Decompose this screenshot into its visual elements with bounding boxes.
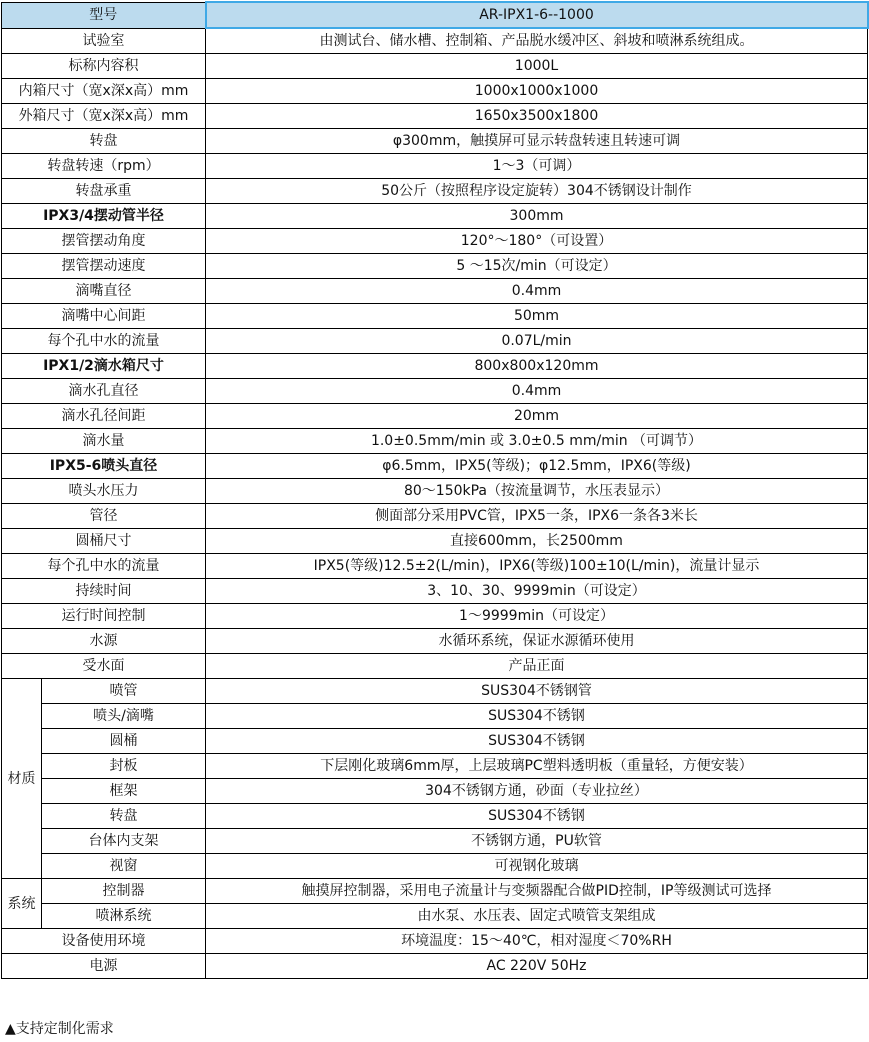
spec-value: 由测试台、储水槽、控制箱、产品脱水缓冲区、斜坡和喷淋系统组成。: [206, 28, 868, 54]
spec-value: φ300mm，触摸屏可显示转盘转速且转速可调: [206, 129, 868, 154]
spec-label: 喷淋系统: [42, 904, 206, 929]
table-row: [2, 354, 868, 379]
spec-label: 台体内支架: [42, 829, 206, 854]
spec-label: 喷头水压力: [2, 479, 206, 504]
table-row: [2, 204, 868, 229]
spec-value: 1650x3500x1800: [206, 104, 868, 129]
table-row: [2, 679, 868, 704]
table-row: [2, 704, 868, 729]
spec-label: 转盘转速（rpm）: [2, 154, 206, 179]
table-row: [2, 479, 868, 504]
spec-value: 1000L: [206, 54, 868, 79]
spec-label: 持续时间: [2, 579, 206, 604]
table-row: [2, 804, 868, 829]
spec-label: 型号: [2, 2, 206, 28]
table-row: [2, 129, 868, 154]
spec-label: 转盘: [42, 804, 206, 829]
table-row: [2, 729, 868, 754]
table-row: [2, 154, 868, 179]
spec-label: IPX3/4摆动管半径: [2, 204, 206, 229]
spec-value: 环境温度：15～40℃，相对湿度＜70%RH: [206, 929, 868, 954]
table-row: [2, 754, 868, 779]
table-row: [2, 854, 868, 879]
spec-value: 可视钢化玻璃: [206, 854, 868, 879]
group-label: 材质: [2, 679, 42, 879]
spec-label: 滴水量: [2, 429, 206, 454]
spec-value: 水循环系统，保证水源循环使用: [206, 629, 868, 654]
spec-value: 50mm: [206, 304, 868, 329]
table-row: [2, 329, 868, 354]
spec-value: 不锈钢方通，PU软管: [206, 829, 868, 854]
spec-value: 下层刚化玻璃6mm厚，上层玻璃PC塑料透明板（重量轻，方便安装）: [206, 754, 868, 779]
spec-label: 转盘: [2, 129, 206, 154]
spec-value: AC 220V 50Hz: [206, 954, 868, 979]
table-row: [2, 429, 868, 454]
table-row: [2, 28, 868, 54]
spec-label: 每个孔中水的流量: [2, 554, 206, 579]
table-row: [2, 79, 868, 104]
spec-label: 控制器: [42, 879, 206, 904]
spec-value: 1～9999min（可设定）: [206, 604, 868, 629]
spec-value: 304不锈钢方通，砂面（专业拉丝）: [206, 779, 868, 804]
spec-label: IPX5-6喷头直径: [2, 454, 206, 479]
table-row: [2, 604, 868, 629]
table-row: [2, 454, 868, 479]
table-row: [2, 529, 868, 554]
spec-value: 3、10、30、9999min（可设定）: [206, 579, 868, 604]
table-row: [2, 954, 868, 979]
spec-value: 120°～180°（可设置）: [206, 229, 868, 254]
spec-value: 1.0±0.5mm/min 或 3.0±0.5 mm/min （可调节）: [206, 429, 868, 454]
spec-value: SUS304不锈钢管: [206, 679, 868, 704]
spec-value: 1～3（可调）: [206, 154, 868, 179]
spec-label: 转盘承重: [2, 179, 206, 204]
spec-label: 滴水孔径间距: [2, 404, 206, 429]
spec-value: 800x800x120mm: [206, 354, 868, 379]
spec-value: 侧面部分采用PVC管，IPX5一条，IPX6一条各3米长: [206, 504, 868, 529]
table-row: [2, 2, 868, 28]
spec-label: 水源: [2, 629, 206, 654]
spec-label: 运行时间控制: [2, 604, 206, 629]
spec-label: 摆管摆动角度: [2, 229, 206, 254]
spec-value: 产品正面: [206, 654, 868, 679]
spec-label: 受水面: [2, 654, 206, 679]
spec-value: 0.4mm: [206, 379, 868, 404]
table-row: [2, 404, 868, 429]
spec-value: SUS304不锈钢: [206, 804, 868, 829]
table-row: [2, 229, 868, 254]
spec-label: 摆管摆动速度: [2, 254, 206, 279]
spec-label: 圆桶尺寸: [2, 529, 206, 554]
spec-label: 每个孔中水的流量: [2, 329, 206, 354]
table-row: [2, 54, 868, 79]
spec-value: 直接600mm，长2500mm: [206, 529, 868, 554]
spec-label: 喷管: [42, 679, 206, 704]
spec-label: 滴嘴中心间距: [2, 304, 206, 329]
spec-label: 设备使用环境: [2, 929, 206, 954]
spec-value: 50公斤（按照程序设定旋转）304不锈钢设计制作: [206, 179, 868, 204]
spec-value: 5 ～15次/min（可设定）: [206, 254, 868, 279]
spec-label: 内箱尺寸（宽x深x高）mm: [2, 79, 206, 104]
table-row: [2, 379, 868, 404]
table-row: [2, 629, 868, 654]
spec-value: AR-IPX1-6--1000: [206, 2, 868, 28]
spec-label: 试验室: [2, 28, 206, 54]
table-row: [2, 779, 868, 804]
spec-value: 0.4mm: [206, 279, 868, 304]
table-row: [2, 579, 868, 604]
table-row: [2, 929, 868, 954]
spec-value: φ6.5mm，IPX5(等级)；φ12.5mm，IPX6(等级): [206, 454, 868, 479]
table-row: [2, 904, 868, 929]
spec-label: 喷头/滴嘴: [42, 704, 206, 729]
spec-label: 电源: [2, 954, 206, 979]
spec-label: 圆桶: [42, 729, 206, 754]
spec-value: 由水泵、水压表、固定式喷管支架组成: [206, 904, 868, 929]
spec-label: 封板: [42, 754, 206, 779]
table-row: [2, 179, 868, 204]
spec-label: 滴水孔直径: [2, 379, 206, 404]
table-row: [2, 504, 868, 529]
spec-value: 1000x1000x1000: [206, 79, 868, 104]
spec-label: 标称内容积: [2, 54, 206, 79]
spec-value: SUS304不锈钢: [206, 729, 868, 754]
spec-label: 框架: [42, 779, 206, 804]
table-row: [2, 279, 868, 304]
spec-value: 80～150kPa（按流量调节，水压表显示）: [206, 479, 868, 504]
spec-label: 外箱尺寸（宽x深x高）mm: [2, 104, 206, 129]
table-row: [2, 654, 868, 679]
spec-table: [1, 1, 869, 979]
spec-label: 视窗: [42, 854, 206, 879]
table-row: [2, 104, 868, 129]
spec-value: IPX5(等级)12.5±2(L/min)，IPX6(等级)100±10(L/min)，流量计显示: [206, 554, 868, 579]
table-row: [2, 304, 868, 329]
spec-value: 20mm: [206, 404, 868, 429]
spec-value: SUS304不锈钢: [206, 704, 868, 729]
spec-value: 0.07L/min: [206, 329, 868, 354]
spec-value: 触摸屏控制器，采用电子流量计与变频器配合做PID控制，IP等级测试可选择: [206, 879, 868, 904]
group-label: 系统: [2, 879, 42, 929]
spec-label: IPX1/2滴水箱尺寸: [2, 354, 206, 379]
spec-value: 300mm: [206, 204, 868, 229]
spec-label: 滴嘴直径: [2, 279, 206, 304]
footnote: ▲支持定制化需求: [5, 1021, 114, 1037]
spec-label: 管径: [2, 504, 206, 529]
table-row: [2, 879, 868, 904]
table-row: [2, 829, 868, 854]
table-row: [2, 554, 868, 579]
table-row: [2, 254, 868, 279]
